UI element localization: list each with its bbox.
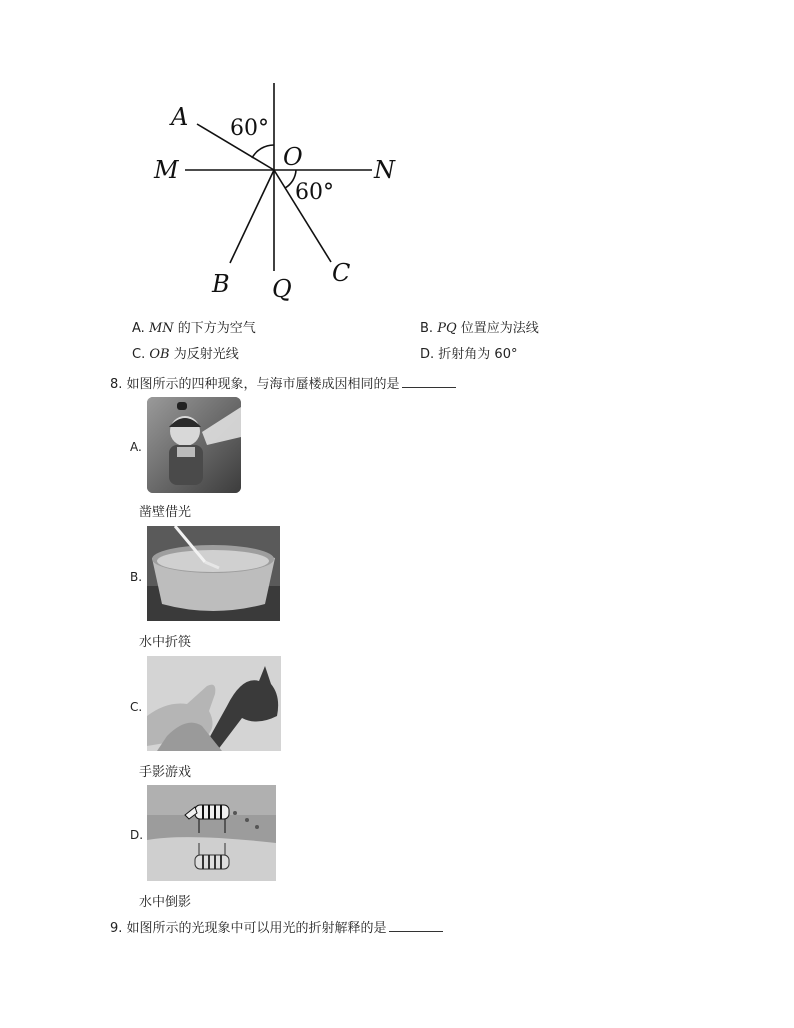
- q7-option-c[interactable]: C. OB 为反射光线: [132, 347, 239, 362]
- q8-choice-b-letter[interactable]: B.: [130, 570, 143, 584]
- label-b: B: [212, 270, 230, 298]
- q8-choice-a-caption: 凿壁借光: [139, 505, 192, 520]
- q8-choice-b-caption: 水中折筷: [139, 635, 192, 650]
- label-n: N: [374, 156, 395, 184]
- ray-ob: [230, 170, 274, 263]
- q9-stem: 9. 如图所示的光现象中可以用光的折射解释的是: [110, 919, 443, 937]
- q8-choice-c-letter[interactable]: C.: [130, 700, 143, 714]
- angle-label-top: 60°: [230, 116, 269, 141]
- optics-diagram: [140, 75, 420, 305]
- answer-blank[interactable]: [402, 375, 456, 388]
- label-a: A: [171, 103, 189, 131]
- q8-choice-a-letter[interactable]: A.: [130, 440, 142, 454]
- q8-choice-d-caption: 水中倒影: [139, 895, 192, 910]
- q8-choice-c-caption: 手影游戏: [139, 765, 192, 780]
- photo-bent-chopstick: [147, 526, 280, 621]
- photo-wall-light: [147, 397, 241, 493]
- q8-choice-d-letter[interactable]: D.: [130, 828, 144, 842]
- q7-option-d[interactable]: D. 折射角为 60°: [420, 347, 518, 362]
- answer-blank[interactable]: [389, 919, 443, 932]
- label-o: O: [283, 143, 303, 171]
- q7-option-a[interactable]: A. MN 的下方为空气: [132, 321, 256, 336]
- q8-stem: 8. 如图所示的四种现象，与海市蜃楼成因相同的是: [110, 375, 456, 393]
- photo-zebra-reflection: [147, 785, 276, 881]
- label-q: Q: [272, 275, 292, 303]
- q7-option-b[interactable]: B. PQ 位置应为法线: [420, 321, 539, 336]
- label-m: M: [154, 156, 179, 184]
- angle-arc-top: [252, 145, 274, 158]
- angle-label-bottom: 60°: [295, 180, 334, 205]
- label-c: C: [332, 259, 351, 287]
- photo-hand-shadow: [147, 656, 281, 751]
